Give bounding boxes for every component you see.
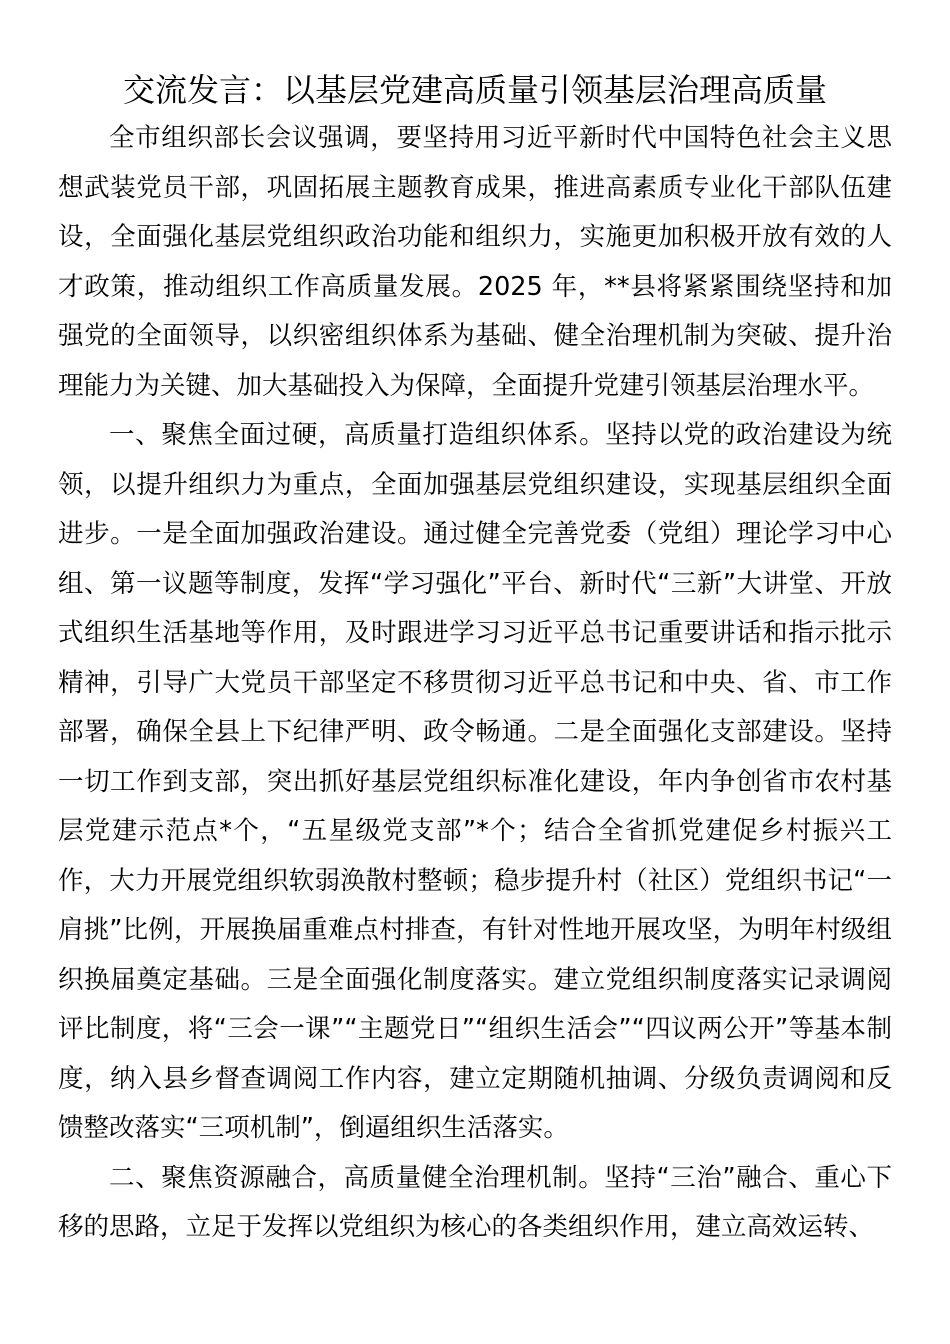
- paragraph-section-two: [58, 1154, 892, 1253]
- paragraph-text: 坚持以党的政治建设为统领，以提升组织力为重点，全面加强基层党组织建设，实现基层组织全面进步。一是全面加强政治建设。通过健全完善党委（党组）理论学习中心组、第一议题等制度，发挥“学习强化”平台、新时代“三新”大讲堂、开放式组织生活基地等作用，及时跟进学习习近平总书记重要讲话和指示批示精神，引导广大党员干部坚定不移贯彻习近平总书记和中央、省、市工作部署，确保全县上下纪律严明、政令畅通。二是全面强化支部建设。坚持一切工作到支部，突出抓好基层党组织标准化建设，年内争创省市农村基层党建示范点*个，“五星级党支部”*个；结合全省抓党建促乡村振兴工作，大力开展党组织软弱涣散村整顿；稳步提升村（社区）党组织书记“一肩挑”比例，开展换届重难点村排查，有针对性地开展攻坚，为明年村级组织换届奠定基础。三是全面强化制度落实。建立党组织制度落实记录调阅评比制度，将“三会一课”“主题党日”“组织生活会”“四议两公开”等基本制度，纳入县乡督查调阅工作内容，建立定期随机抽调、分级负责调阅和反馈整改落实“三项机制”，倒逼组织生活落实。: [58, 420, 892, 1143]
- paragraph-intro: [58, 114, 892, 411]
- paragraph-text: 全市组织部长会议强调，要坚持用习近平新时代中国特色社会主义思想武装党员干部，巩固拓展主题教育成果，推进高素质专业化干部队伍建设，全面强化基层党组织政治功能和组织力，实施更加积极开放有效的人才政策，推动组织工作高质量发展。2025 年，**县将紧紧围绕坚持和加强党的全面领导，以织密组织体系为基础、健全治理机制为突破、提升治理能力为关键、加大基础投入为保障，全面提升党建引领基层治理水平。: [58, 123, 892, 401]
- section-heading: 二、聚焦资源融合，高质量健全治理机制。: [109, 1162, 605, 1193]
- paragraph-text: 坚持“三治”融合、重心下移的思路，立足于发挥以党组织为核心的各类组织作用，建立高效运转、: [58, 1162, 892, 1242]
- paragraph-section-one: [58, 411, 892, 1154]
- document-title: 交流发言：以基层党建高质量引领基层治理高质量: [122, 71, 827, 109]
- section-heading: 一、聚焦全面过硬，高质量打造组织体系。: [109, 420, 606, 450]
- document-body: [58, 114, 892, 1253]
